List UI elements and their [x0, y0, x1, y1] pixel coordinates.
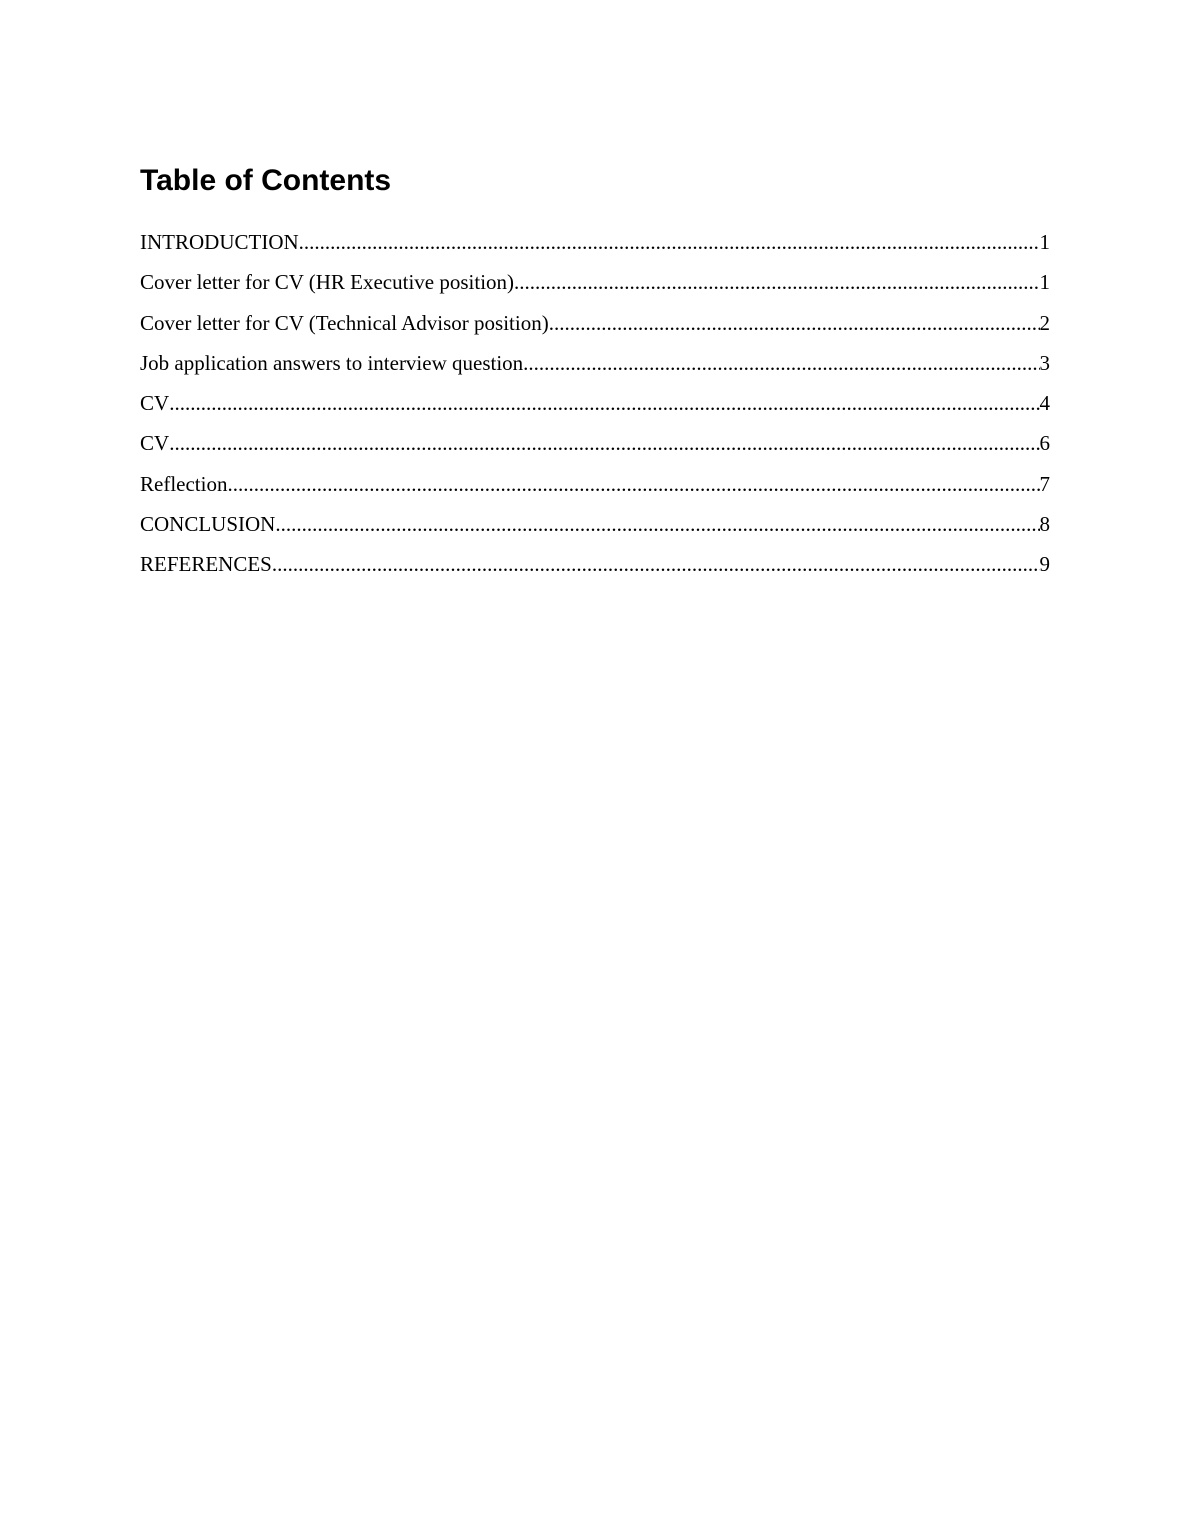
toc-entry-page-number: 7 [1039, 471, 1050, 496]
toc-entry-references[interactable] [140, 544, 1050, 584]
toc-entry-page-number: 3 [1039, 350, 1050, 375]
toc-entry-label: Job application answers to interview question [140, 350, 524, 375]
toc-entry-page-number: 4 [1039, 391, 1050, 416]
toc-entry-conclusion[interactable] [140, 504, 1050, 544]
toc-entry-page-number: 9 [1039, 552, 1050, 577]
toc-dot-leader [549, 303, 1040, 343]
toc-entry-page-number: 2 [1039, 310, 1050, 335]
toc-list [140, 222, 1050, 585]
toc-entry-label: Cover letter for CV (HR Executive position) [140, 270, 515, 295]
toc-dot-leader [514, 262, 1039, 302]
toc-heading: Table of Contents [140, 164, 392, 197]
toc-dot-leader [523, 343, 1039, 383]
toc-dot-leader [169, 383, 1039, 423]
toc-entry-label: CONCLUSION [140, 512, 276, 537]
toc-dot-leader [227, 464, 1039, 504]
toc-entry-label: CV [140, 431, 170, 456]
toc-entry-page-number: 8 [1039, 512, 1050, 537]
toc-entry-label: CV [140, 391, 170, 416]
toc-dot-leader [169, 423, 1039, 463]
toc-entry-label: REFERENCES [140, 552, 272, 577]
toc-entry-cover-letter-technical[interactable] [140, 303, 1050, 343]
toc-entry-job-application[interactable] [140, 343, 1050, 383]
toc-entry-label: Cover letter for CV (Technical Advisor position) [140, 310, 549, 335]
toc-dot-leader [275, 504, 1039, 544]
toc-entry-cover-letter-hr[interactable] [140, 262, 1050, 302]
toc-entry-cv-2[interactable] [140, 423, 1050, 463]
toc-entry-cv-1[interactable] [140, 383, 1050, 423]
toc-entry-page-number: 6 [1039, 431, 1050, 456]
toc-dot-leader [299, 222, 1040, 262]
toc-entry-introduction[interactable] [140, 222, 1050, 262]
toc-entry-page-number: 1 [1039, 270, 1050, 295]
toc-entry-label: INTRODUCTION [140, 230, 299, 254]
toc-entry-label: Reflection [140, 471, 228, 496]
toc-dot-leader [272, 544, 1040, 584]
toc-entry-reflection[interactable] [140, 464, 1050, 504]
toc-entry-page-number: 1 [1039, 230, 1050, 254]
